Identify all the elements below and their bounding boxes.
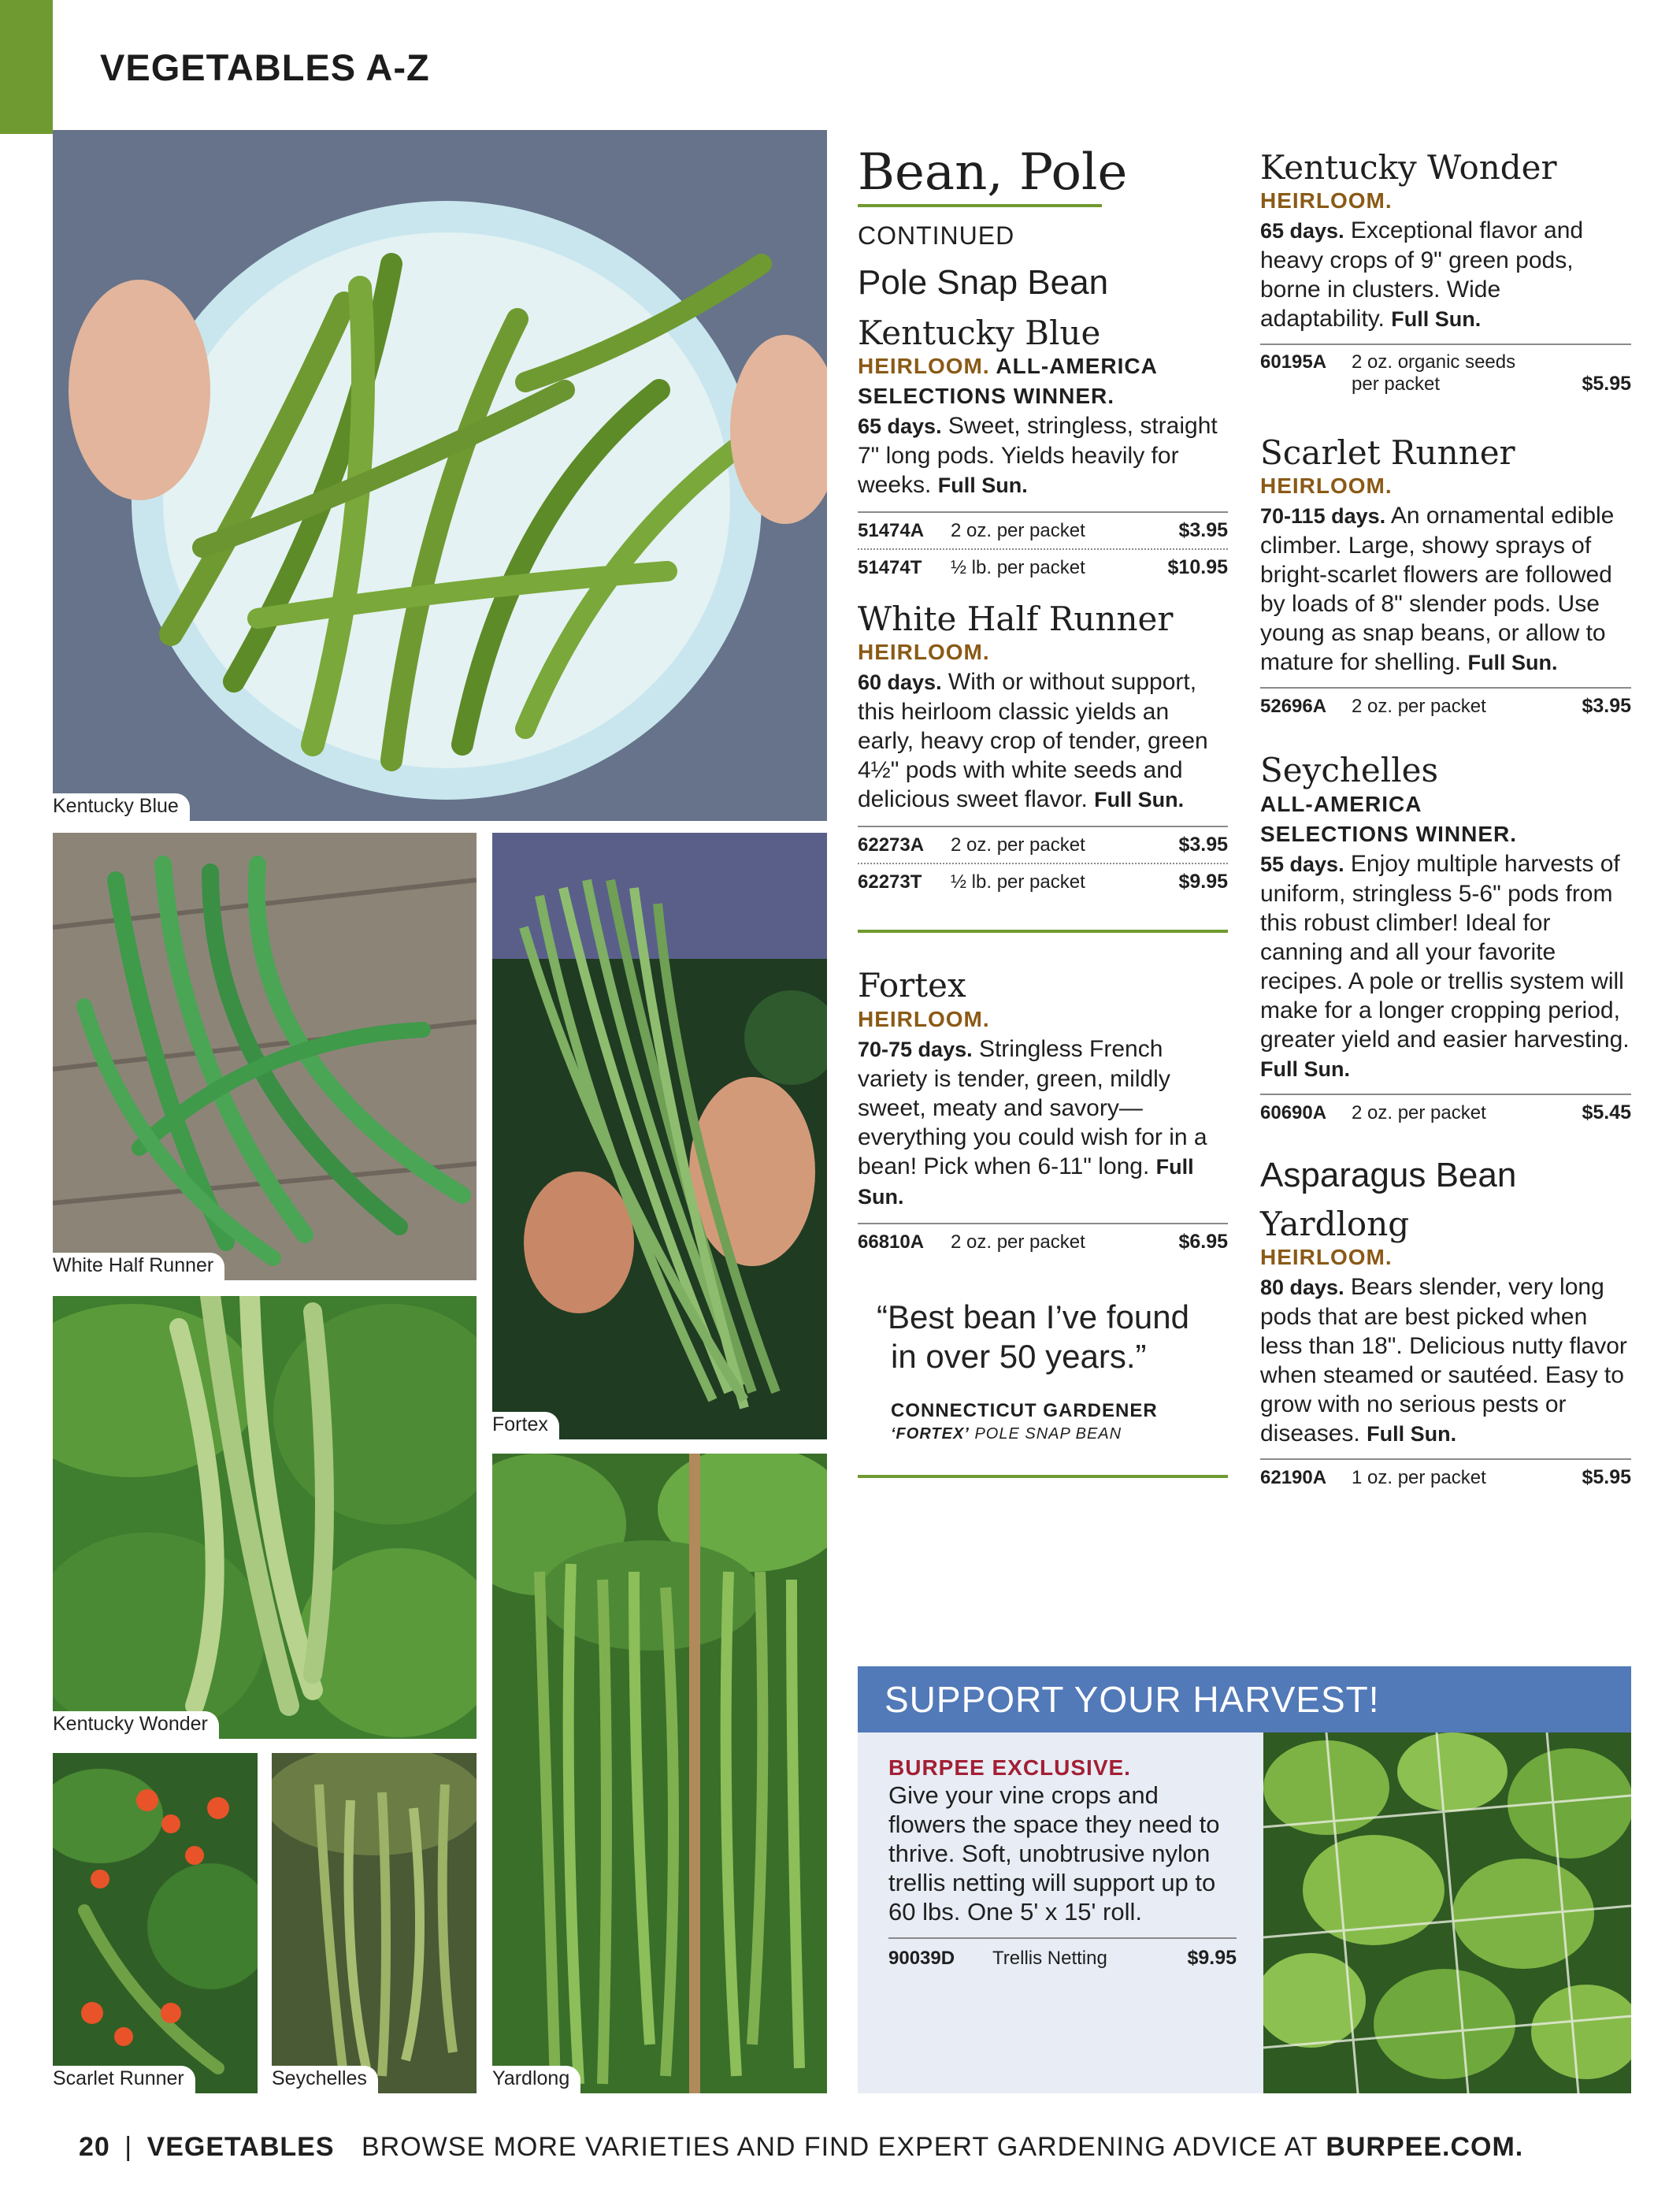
- sku: 66810A: [858, 1231, 925, 1253]
- variety-kentucky-wonder: [1260, 150, 1631, 396]
- variety-kentucky-blue: [858, 315, 1228, 579]
- section-divider: [858, 930, 1228, 933]
- variety-yardlong: [1260, 1206, 1631, 1489]
- price-row[interactable]: [888, 1937, 1237, 1970]
- heirloom-tag: HEIRLOOM.: [1260, 474, 1393, 499]
- price-row[interactable]: [858, 826, 1228, 856]
- title-rule: [858, 204, 1102, 207]
- price: $5.95: [1582, 373, 1631, 396]
- pack-size-line-2: per packet: [1352, 373, 1441, 396]
- support-description: Give your vine crops and flowers the space they need to thrive. Soft, unobtrusive nylon trellis netting will support up to 60 lbs. One 5' x 15' roll.: [888, 1781, 1220, 1926]
- variety-scarlet-runner: [1260, 435, 1631, 718]
- page-number: 20: [79, 2132, 110, 2162]
- footer-site-link[interactable]: BURPEE.COM.: [1326, 2132, 1524, 2162]
- price: $3.95: [1178, 519, 1228, 542]
- variety-fortex: [858, 967, 1228, 1253]
- sun: Full Sun.: [1367, 1421, 1457, 1446]
- price-row[interactable]: [858, 511, 1228, 542]
- heirloom-tag: HEIRLOOM.: [858, 354, 990, 379]
- exclusive-tag: BURPEE EXCLUSIVE.: [888, 1755, 1131, 1780]
- sun: Full Sun.: [1260, 1057, 1350, 1081]
- photo-white-half-runner: [53, 833, 477, 1280]
- pack-size: 2 oz. per packet: [1352, 696, 1486, 718]
- price-row[interactable]: [1260, 687, 1631, 718]
- page-title: Bean, Pole: [858, 143, 1128, 202]
- description: Enjoy multiple harvests of uniform, stringless 5-6" pods from this robust climber! Ideal for canning and all your favorite recipes. A pole or trellis system will make for a longer cropping period, greater yield and easier harvesting.: [1260, 850, 1630, 1053]
- description: With or without support, this heirloom classic yields an early, heavy crop of tender, green 4½" pods with white seeds and delicious sweet flavor.: [858, 669, 1208, 813]
- heirloom-tag: HEIRLOOM.: [1260, 188, 1393, 214]
- photo-kentucky-blue: [53, 130, 827, 821]
- quote-author: CONNECTICUT GARDENER: [891, 1399, 1158, 1421]
- photo-kentucky-wonder: [53, 1296, 477, 1739]
- variety-name: Kentucky Wonder: [1260, 148, 1557, 187]
- sku: 62190A: [1260, 1466, 1327, 1488]
- sku: 62273T: [858, 871, 922, 893]
- sun: Full Sun.: [858, 1154, 1194, 1209]
- header-accent-bar: [0, 0, 53, 134]
- quote-line-2: in over 50 years.”: [891, 1337, 1147, 1375]
- variety-name: Fortex: [858, 966, 966, 1005]
- variety-name: Yardlong: [1260, 1204, 1410, 1243]
- section-divider: [858, 1475, 1228, 1478]
- continued-label: CONTINUED: [858, 221, 1015, 250]
- sku: 60195A: [1260, 351, 1327, 373]
- quote-source-type: POLE SNAP BEAN: [974, 1424, 1122, 1443]
- pack-size: 2 oz. per packet: [1352, 1101, 1486, 1123]
- sku: 62273A: [858, 834, 925, 856]
- section-title: VEGETABLES A-Z: [100, 46, 430, 88]
- description: Stringless French variety is tender, green, mildly sweet, meaty and savory—everything you could wish for in a bean! Pick when 6-11" long.: [858, 1035, 1207, 1179]
- price: $10.95: [1167, 556, 1228, 579]
- photo-caption: Yardlong: [492, 2066, 580, 2093]
- variety-seychelles: [1260, 752, 1631, 1123]
- award-tag-2: SELECTIONS WINNER.: [1260, 821, 1518, 846]
- pack-size: 1 oz. per packet: [1352, 1466, 1486, 1488]
- footer-divider: |: [124, 2132, 133, 2162]
- price-row[interactable]: [858, 863, 1228, 893]
- footer-text: BROWSE MORE VARIETIES AND FIND EXPERT GARDENING ADVICE AT: [362, 2132, 1318, 2162]
- photo-caption: White Half Runner: [53, 1253, 224, 1280]
- price-row[interactable]: [858, 548, 1228, 579]
- price: $6.95: [1178, 1230, 1228, 1253]
- column-1: [858, 143, 1228, 1478]
- pack-size: 2 oz. per packet: [951, 1231, 1085, 1253]
- price: $3.95: [1582, 695, 1631, 718]
- subheading-asparagus-bean: Asparagus Bean: [1260, 1155, 1517, 1194]
- variety-name: Scarlet Runner: [1260, 433, 1515, 473]
- sku: 51474A: [858, 520, 925, 542]
- description: An ornamental edible climber. Large, showy sprays of bright-scarlet flowers are followed by loads of 8" slender pods. Use young as snap beans, or allow to mature for shelling.: [1260, 503, 1615, 676]
- sku: 90039D: [888, 1948, 955, 1969]
- photo-fortex: [492, 833, 827, 1439]
- column-2: [1260, 150, 1631, 1489]
- heirloom-tag: HEIRLOOM.: [858, 640, 990, 665]
- sku: 52696A: [1260, 696, 1327, 718]
- footer: [79, 2132, 1523, 2163]
- pack-size: ½ lb. per packet: [951, 557, 1085, 579]
- price-row[interactable]: [1260, 1094, 1631, 1124]
- heirloom-tag: HEIRLOOM.: [858, 1006, 990, 1031]
- variety-name: White Half Runner: [858, 600, 1174, 639]
- price: $9.95: [1178, 871, 1228, 893]
- footer-section: VEGETABLES: [146, 2132, 335, 2162]
- sun: Full Sun.: [937, 474, 1028, 498]
- support-heading: SUPPORT YOUR HARVEST!: [858, 1666, 1631, 1732]
- photo-yardlong: [492, 1454, 827, 2093]
- sku: 60690A: [1260, 1101, 1327, 1123]
- photo-scarlet-runner: [53, 1753, 258, 2093]
- price: $5.45: [1582, 1101, 1631, 1123]
- days: 70-75 days.: [858, 1037, 973, 1061]
- variety-name: Seychelles: [1260, 751, 1439, 790]
- variety-name: Kentucky Blue: [858, 314, 1101, 352]
- sun: Full Sun.: [1094, 788, 1185, 812]
- days: 65 days.: [858, 414, 942, 439]
- award-tag-2: SELECTIONS WINNER.: [858, 384, 1115, 409]
- pack-size: 2 oz. organic seeds: [1352, 351, 1516, 373]
- product-name: Trellis Netting: [992, 1948, 1107, 1969]
- days: 80 days.: [1260, 1275, 1344, 1299]
- days: 70-115 days.: [1260, 504, 1386, 529]
- sun: Full Sun.: [1467, 651, 1558, 675]
- award-tag: ALL-AMERICA: [996, 354, 1158, 379]
- pack-size: ½ lb. per packet: [951, 871, 1085, 893]
- photo-caption: Seychelles: [272, 2066, 378, 2093]
- award-tag: ALL-AMERICA: [1260, 791, 1422, 816]
- pack-size: 2 oz. per packet: [951, 834, 1085, 856]
- price: $3.95: [1178, 834, 1228, 856]
- description: Exceptional flavor and heavy crops of 9" green pods, borne in clusters. Wide adaptability.: [1260, 217, 1584, 332]
- sku: 51474T: [858, 557, 922, 579]
- price-row[interactable]: [1260, 1458, 1631, 1489]
- sun: Full Sun.: [1391, 307, 1482, 332]
- description: Bears slender, very long pods that are best picked when less than 18". Delicious nutty flavor when steamed or sautéed. Easy to grow with no serious pests or diseases.: [1260, 1273, 1627, 1447]
- days: 60 days.: [858, 670, 942, 695]
- testimonial: [858, 1298, 1228, 1443]
- price-row[interactable]: [858, 1223, 1228, 1253]
- quote-line-1: “Best bean I’ve found: [877, 1298, 1189, 1335]
- pack-size: 2 oz. per packet: [951, 520, 1085, 542]
- days: 55 days.: [1260, 852, 1344, 876]
- heirloom-tag: HEIRLOOM.: [1260, 1244, 1393, 1269]
- photo-caption: Fortex: [492, 1412, 559, 1439]
- photo-caption: Kentucky Blue: [53, 793, 190, 821]
- photo-caption: Scarlet Runner: [53, 2066, 195, 2093]
- price: $5.95: [1582, 1465, 1631, 1488]
- quote-source-variety: ‘FORTEX’: [891, 1424, 970, 1443]
- variety-white-half-runner: [858, 601, 1228, 893]
- photo-trellis-netting: [1263, 1732, 1631, 2093]
- photo-caption: Kentucky Wonder: [53, 1711, 219, 1739]
- description: Sweet, stringless, straight 7" long pods. Yields heavily for weeks.: [858, 413, 1218, 499]
- photo-seychelles: [272, 1753, 477, 2093]
- price-row[interactable]: [1260, 344, 1631, 396]
- subheading-pole-snap: Pole Snap Bean: [858, 263, 1109, 302]
- support-content: [888, 1755, 1237, 1970]
- price: $9.95: [1187, 1947, 1237, 1969]
- days: 65 days.: [1260, 219, 1344, 243]
